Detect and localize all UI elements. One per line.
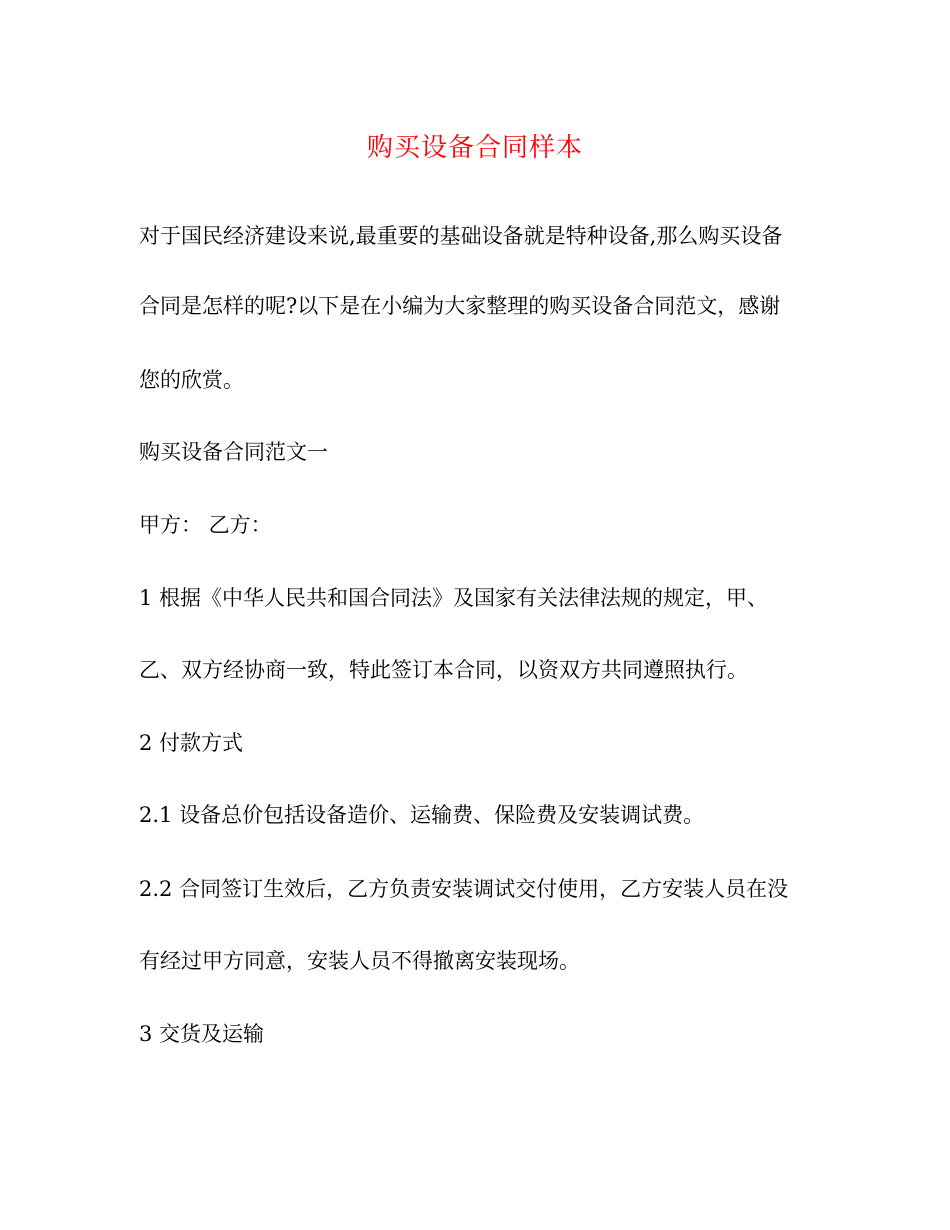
- clause-line: 2.1 设备总价包括设备造价、运输费、保险费及安装调试费。: [139, 803, 705, 827]
- parties-line: 甲方： 乙方：: [139, 513, 272, 537]
- document-title: 购买设备合同样本: [366, 133, 583, 163]
- paragraph-line: 合同是怎样的呢?以下是在小编为大家整理的购买设备合同范文，感谢: [139, 294, 781, 318]
- clause-line: 2.2 合同签订生效后，乙方负责安装调试交付使用，乙方安装人员在没: [139, 877, 789, 901]
- section-heading: 购买设备合同范文一: [139, 440, 328, 464]
- clause-heading: 3 交货及运输: [139, 1022, 265, 1046]
- paragraph-line: 对于国民经济建设来说,最重要的基础设备就是特种设备,那么购买设备: [139, 224, 783, 248]
- clause-line: 有经过甲方同意，安装人员不得撤离安装现场。: [139, 949, 580, 973]
- paragraph-line: 您的欣赏。: [139, 368, 244, 392]
- clause-line: 乙、双方经协商一致，特此签订本合同，以资双方共同遵照执行。: [139, 658, 748, 682]
- clause-line: 1 根据《中华人民共和国合同法》及国家有关法律法规的规定，甲、: [139, 586, 769, 610]
- clause-heading: 2 付款方式: [139, 731, 244, 755]
